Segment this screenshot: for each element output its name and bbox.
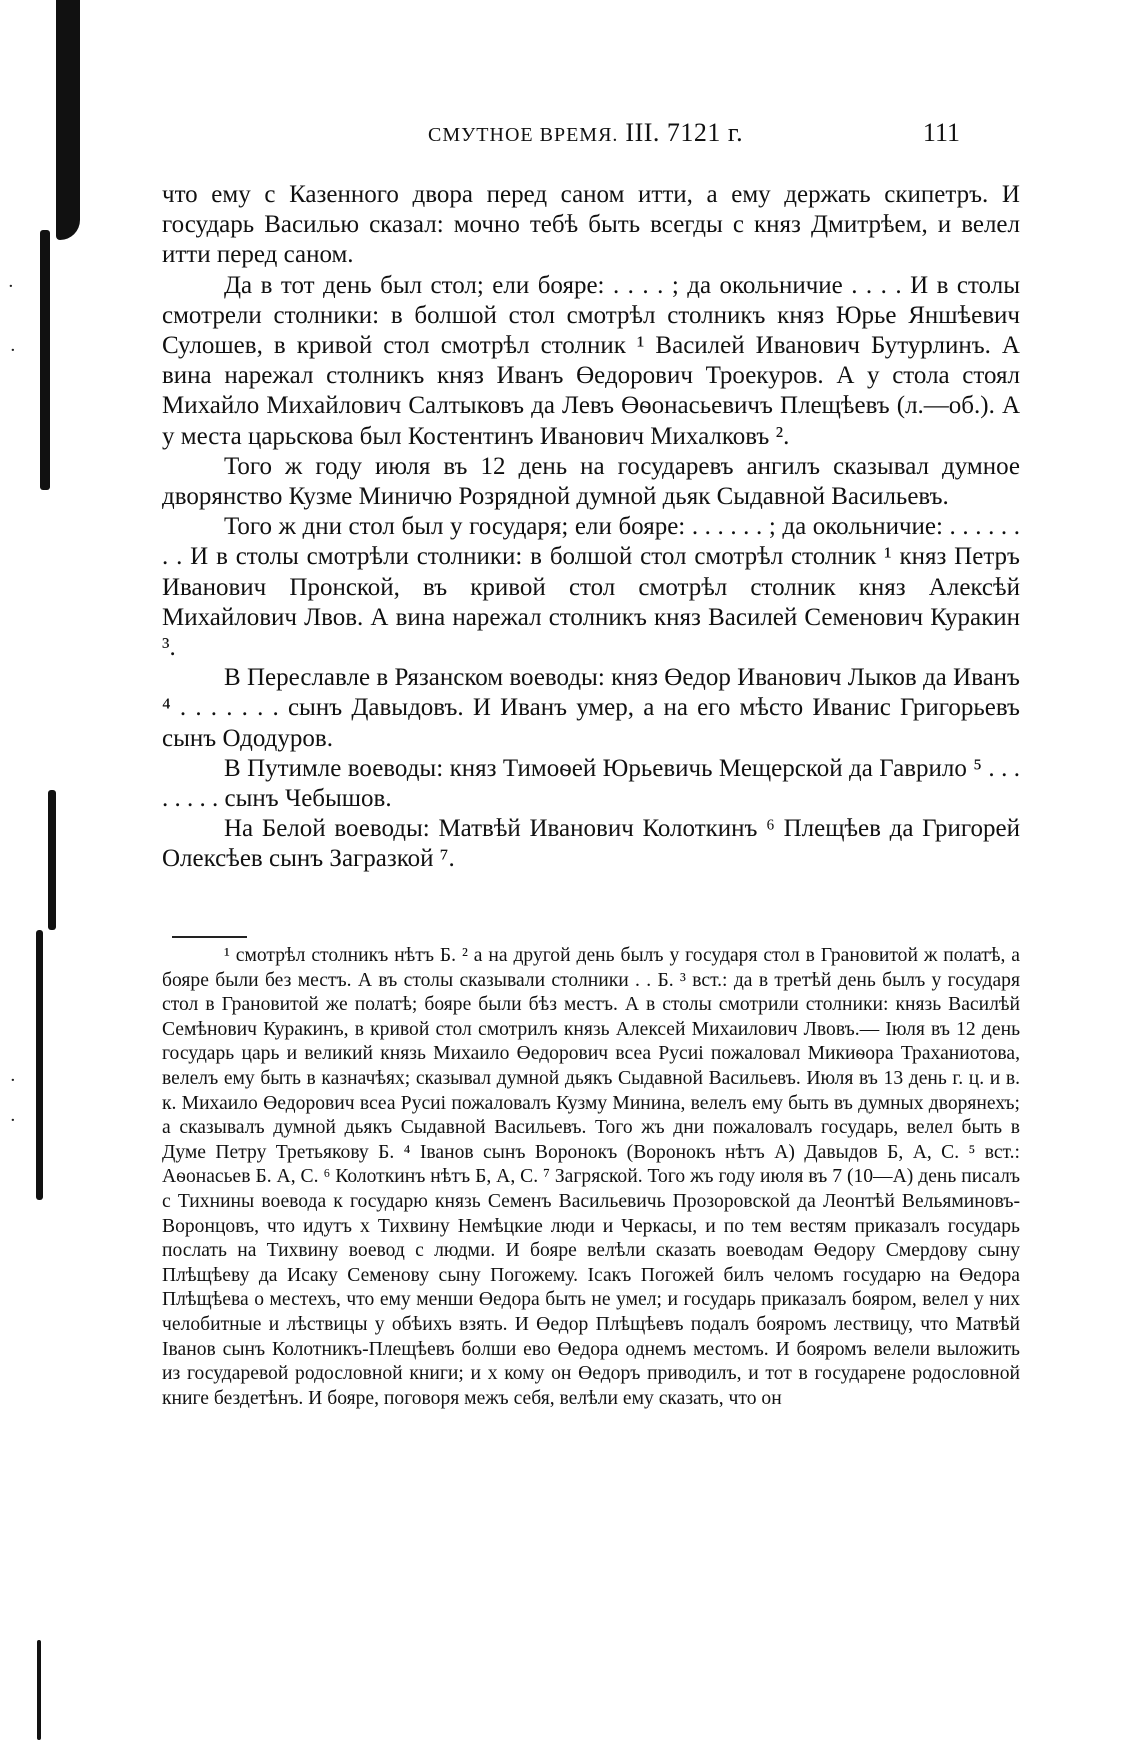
header-title (428, 118, 743, 148)
header-title-rest: III. 7121 г. (625, 118, 744, 147)
binding-edge-middle (48, 790, 56, 930)
paragraph: Да в тот день был стол; ели бояре: . . . . ; да окольничие . . . . И в столы смотрели столники: в болшой стол смотрѣл столникъ княз Юрье Яншѣевич Сулошев, в кривой стол смотрѣл столник ¹ Василей Иванович Бутурлинъ. А вина нарежал столникъ княз Иванъ Өедорович Троекуров. А у стола стоял Михайло Михайлович Салтыковъ да Левъ Өѳонасьевичъ Плещѣевъ (л.—об.). А у места царьскова был Костентинъ Иванович Михалковъ ². (162, 271, 1020, 450)
margin-mark: · (10, 1110, 16, 1131)
paragraph: Того ж дни стол был у государя; ели бояре: . . . . . . ; да окольничие: . . . . . . . . И в столы смотрѣли столники: в болшой стол смотрѣл столник ¹ княз Петръ Иванович Пронской, въ кривой стол смотрѣл столник княз Алексѣй Михайлович Лвов. А вина нарежал столникъ княз Василей Семенович Куракин ³. (162, 513, 1020, 662)
binding-edge-lower (36, 930, 43, 1200)
paragraph: В Путимле воеводы: княз Тимоѳей Юрьевичь Мещерской да Гаврило ⁵ . . . . . . . . сынъ Чебышов. (162, 754, 1020, 813)
footnotes (162, 944, 1020, 1411)
footnote-text: ¹ смотрѣл столникъ нѣтъ Б. ² а на другой день былъ у государя стол в Грановитой ж полатѣ, а бояре были без местъ. А въ столы сказывали столники . . Б. ³ вст.: да в третѣй день былъ у государя стол в Грановитой же полатѣ; бояре были бѣз местъ. А в столы смотрили столники: князь Василѣй Семѣнович Куракинъ, в кривой стол смотрилъ князь Алексей Михаилович Лвовъ.— Іюля въ 12 день государь царь и великий князь Михаило Өедорович всеа Русиі пожаловал Микиѳора Траханиотова, велелъ ему быть в казначѣях; сказывал думной дьякъ Сыдавной Васильевъ. Июля въ 13 день г. ц. и в. к. Михаило Өедорович всеа Русиі пожаловалъ Кузму Минина, велелъ ему быть въ думных дворянехъ; а сказывалъ думной дьякъ Сыдавной Васильевъ. Того жъ дни пожаловалъ государь, велел быть в Думе Петру Третьякову Б. ⁴ Іванов сынъ Воронокъ (Воронокъ нѣтъ А) Давыдов Б, А, С. ⁵ вст.: Аѳонасьев Б. А, С. ⁶ Колоткинъ нѣтъ Б, А, С. ⁷ Загряской. Того жъ году июля въ 7 (10—А) день писалъ с Тихнины воевода к государю князь Семенъ Васильевичь Прозоровской да Леонтѣй Вельяминовъ-Воронцовъ, что идутъ х Тихвину Немѣцкие люди и Черкасы, и по тем вестям приказалъ государь послать на Тихвину воевод с людми. И бояре велѣли сказать воеводам Өедору Смердову сыну Плѣщѣеву да Исаку Семенову сыну Погожему. Ісакъ Погожей билъ челомъ государю на Өедора Плѣщѣева о местехъ, что ему менши Өедора быть не умел; и государь приказалъ бояром, велел у них челобитные и лѣствицы у обѣихъ взять. И Өедор Плѣщѣевъ подалъ бояромъ лествицу, что Матвѣй Іванов сынъ Колотникъ-Плещѣевъ болши ево Өедора однемъ местомъ. И бояромъ велели выложить из государевой родословной книги; и х кому он Өедоръ приводилъ, и тот в государене родословной книге бездетѣнъ. И бояре, поговоря межъ себя, велѣли ему сказать, что он (162, 945, 1020, 1409)
paragraph: что ему с Казенного двора перед саном итти, а ему держать скипетръ. И государь Василью сказал: мочно тебѣ быть всегды с княз Дмитрѣем, и велел итти перед саном. (162, 181, 1020, 269)
margin-mark: · (10, 340, 16, 361)
running-header (160, 118, 980, 158)
paragraph: Того ж году июля въ 12 день на государевъ ангилъ сказывал думное дворянство Кузме Миничю Розрядной думной дьяк Сыдавной Васильевъ. (162, 452, 1020, 511)
main-text (162, 180, 1020, 875)
footnote-divider (172, 936, 247, 938)
margin-mark: · (10, 1070, 16, 1091)
page-number: 111 (922, 118, 960, 147)
header-title-small: СМУТНОЕ ВРЕМЯ. (428, 124, 619, 146)
margin-mark: · (8, 276, 14, 297)
binding-edge-bottom (37, 1640, 41, 1740)
binding-edge-upper (40, 230, 50, 490)
paragraph: На Белой воеводы: Матвѣй Иванович Колоткинъ ⁶ Плещѣев да Григорей Олексѣев сынъ Загразкой ⁷. (162, 815, 1020, 873)
paragraph: В Переславле в Рязанском воеводы: княз Өедор Иванович Лыков да Иванъ ⁴ . . . . . . . сынъ Давыдовъ. И Иванъ умер, а на его мѣсто Иванис Григорьевъ сынъ Ододуров. (162, 664, 1020, 752)
binding-edge-top (56, 0, 80, 240)
